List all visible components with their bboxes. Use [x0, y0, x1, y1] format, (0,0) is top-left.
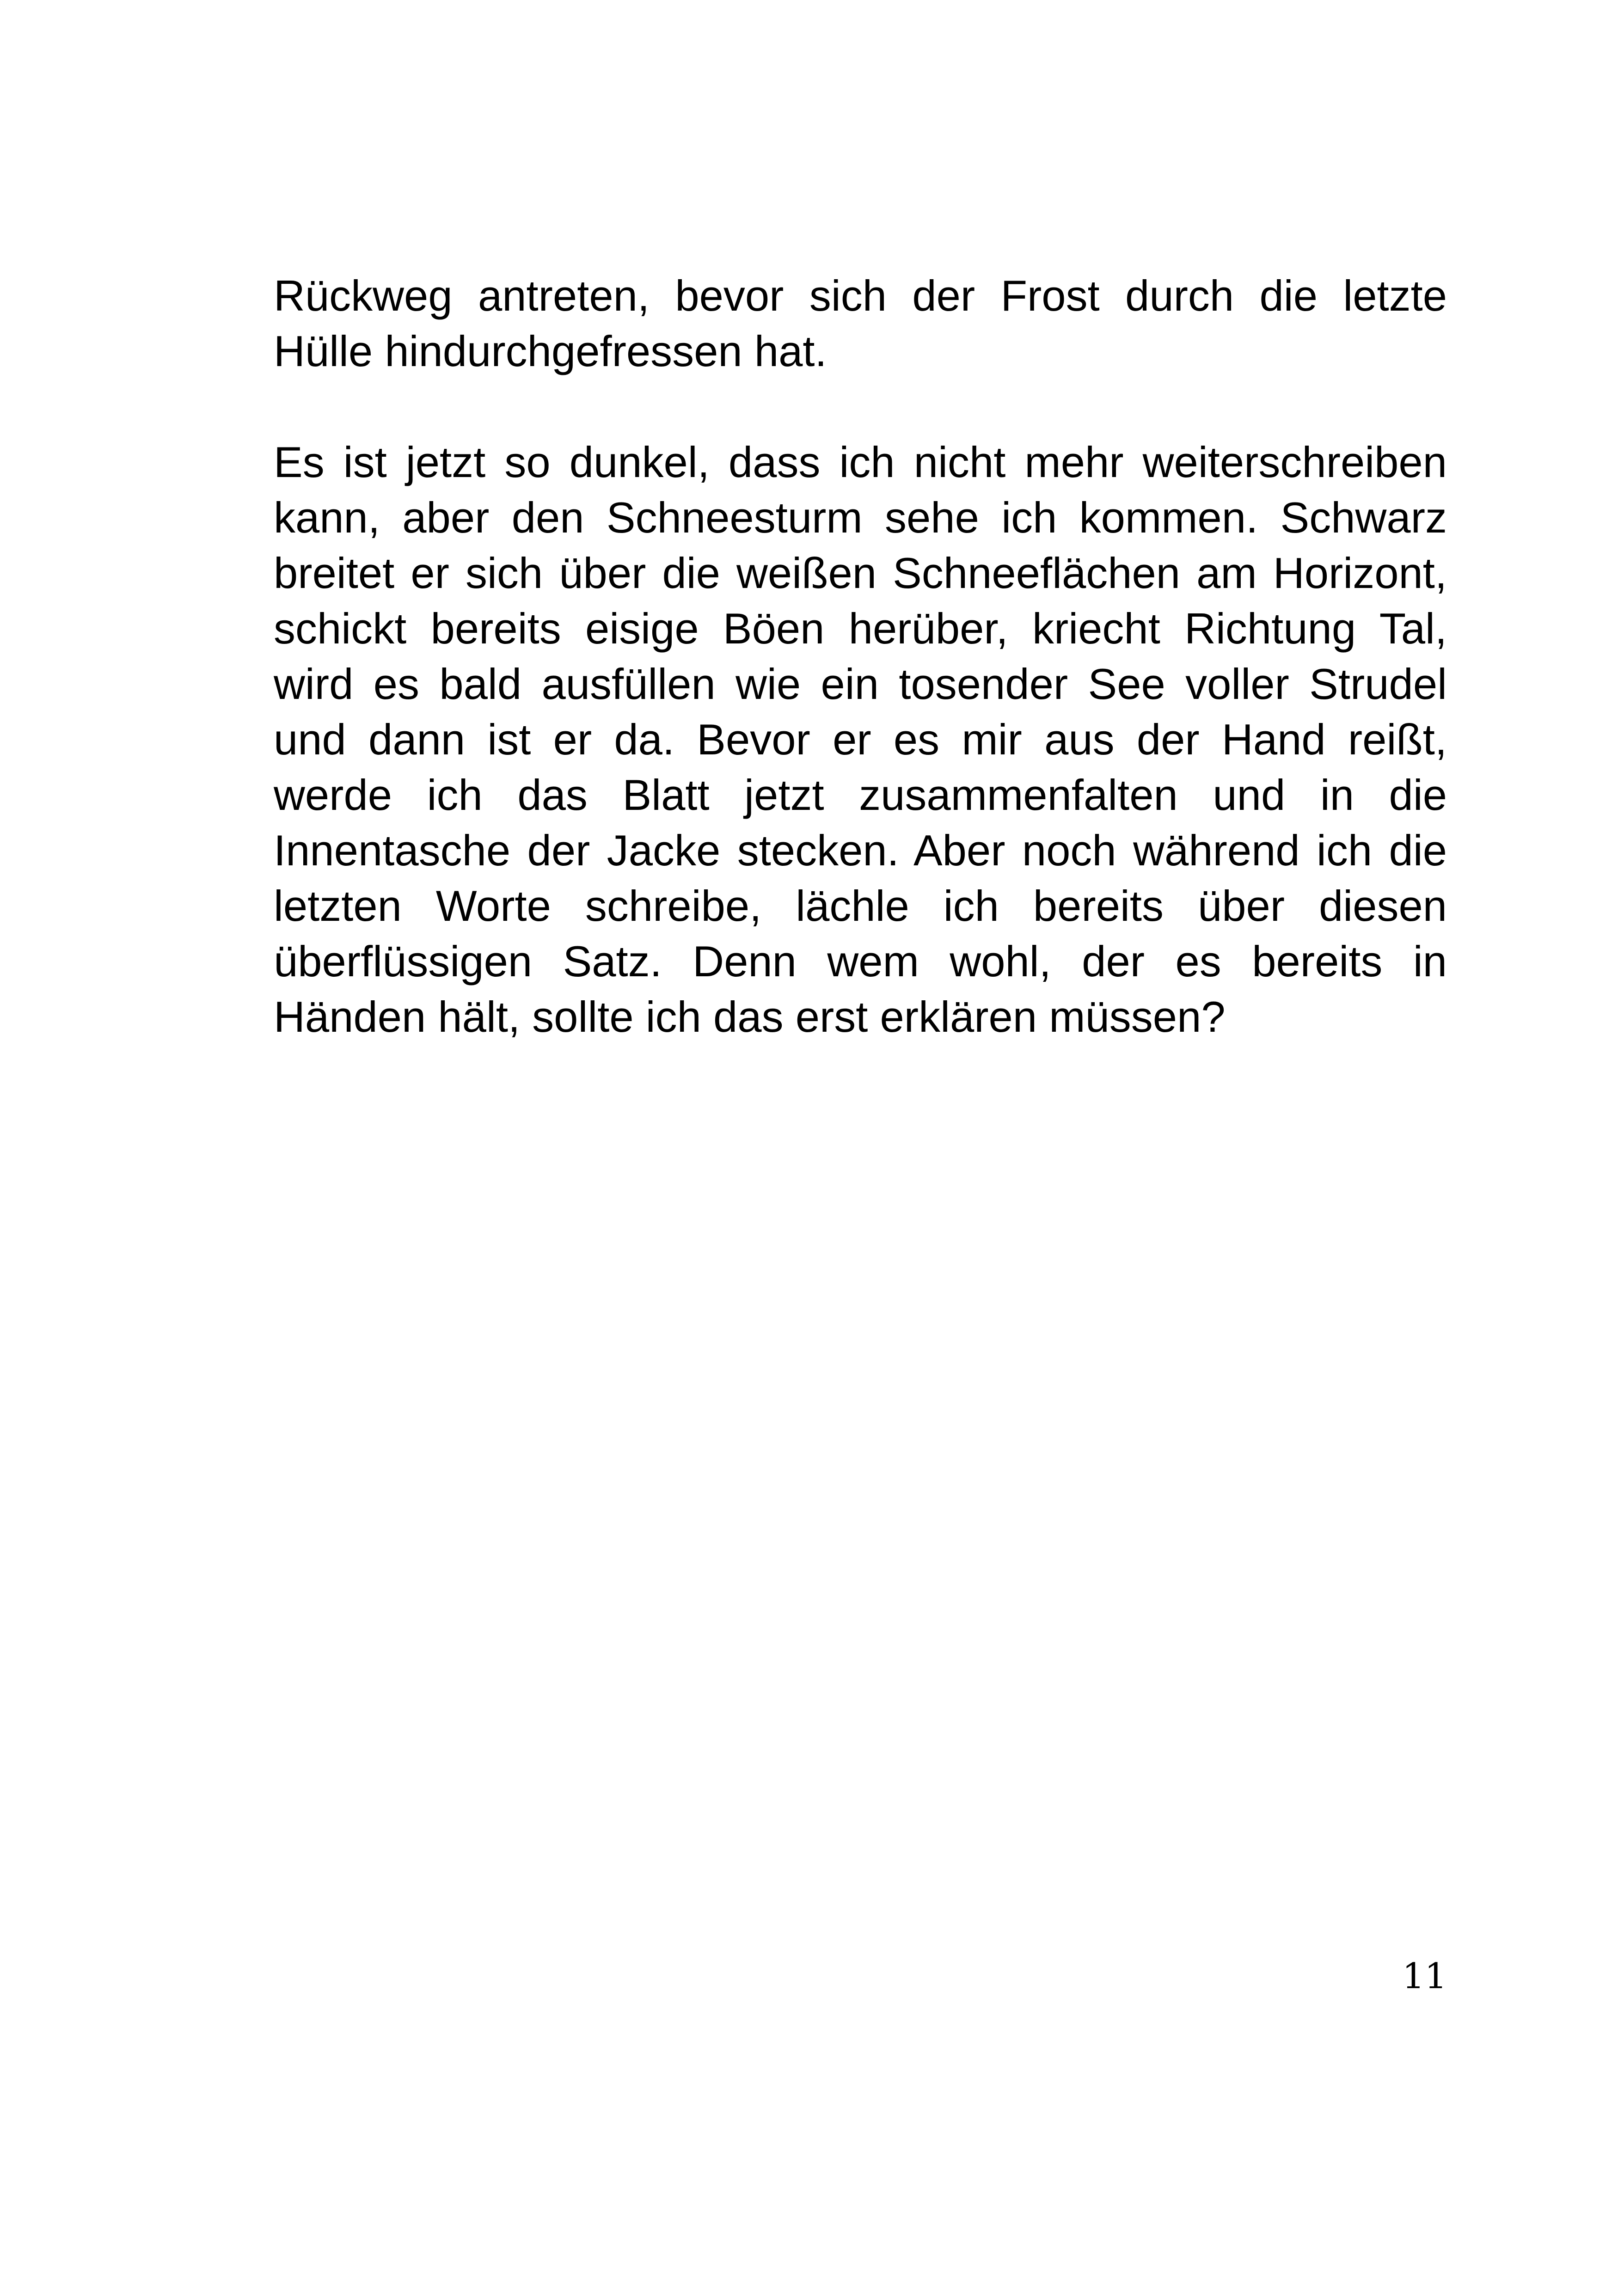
paragraph-1: Rückweg antreten, bevor sich der Frost durch die letzte Hülle hindurchgefressen hat. [274, 271, 1447, 375]
paragraph-2: Es ist jetzt so dunkel, dass ich nicht mehr weiterschreiben kann, aber den Schneesturm sehe ich kommen. Schwarz breitet er sich über die weißen Schneeflächen am Horizont, schickt bereits eisige Böen herüber, kriecht Richtung Tal, wird es bald ausfüllen wie ein tosender See voller Strudel und dann ist er da. Bevor er es mir aus der Hand reißt, werde ich das Blatt jetzt zusammenfalten und in die Innentasche der Jacke stecken. Aber noch während ich die letzten Worte schreibe, lächle ich bereits über diesen überflüssigen Satz. Denn wem wohl, der es bereits in Händen hält, sollte ich das erst erklären müssen? [274, 438, 1447, 1041]
page-number: 11 [1402, 1955, 1447, 1996]
body-text [274, 268, 1447, 1045]
